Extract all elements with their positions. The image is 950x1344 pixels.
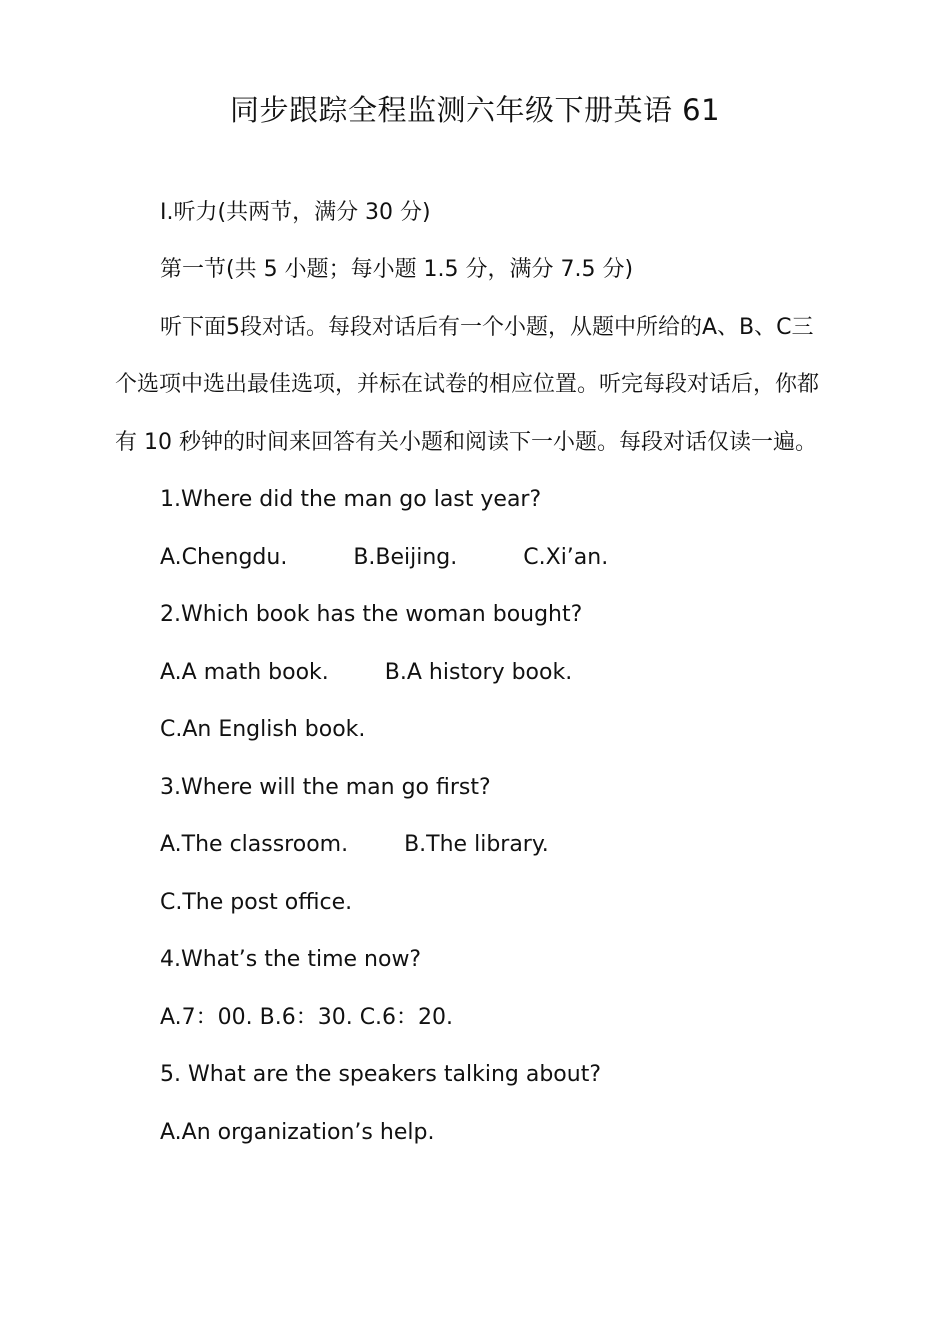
question-4: 4.What’s the time now? bbox=[160, 947, 422, 972]
instructions-line-2: 个选项中选出最佳选项，并标在试卷的相应位置。听完每段对话后，你都 bbox=[115, 372, 820, 397]
option-c: C.The post office. bbox=[160, 890, 353, 915]
question-2: 2.Which book has the woman bought? bbox=[160, 602, 583, 627]
question-1: 1.Where did the man go last year? bbox=[160, 487, 542, 512]
part-heading: 第一节(共 5 小题；每小题 1.5 分，满分 7.5 分) bbox=[160, 257, 634, 282]
question-2-options bbox=[160, 656, 572, 690]
document-title: 同步跟踪全程监测六年级下册英语 61 bbox=[229, 93, 721, 127]
question-5: 5. What are the speakers talking about? bbox=[160, 1062, 602, 1087]
instructions-line-1: 听下面5段对话。每段对话后有一个小题，从题中所给的A、B、C三 bbox=[160, 315, 814, 340]
option-b: B.The library. bbox=[404, 832, 549, 857]
option-a: A.The classroom. bbox=[160, 832, 349, 857]
option-c: C.Xi’an. bbox=[523, 545, 609, 570]
option-b: B.A history book. bbox=[384, 660, 573, 685]
question-1-options bbox=[160, 541, 608, 575]
option-c: C.An English book. bbox=[160, 717, 366, 742]
section-heading: Ⅰ.听力(共两节，满分 30 分) bbox=[160, 200, 431, 225]
question-4-options: A.7：00. B.6：30. C.6：20. bbox=[160, 1005, 454, 1030]
option-a: A.A math book. bbox=[160, 660, 329, 685]
option-b: B.Beijing. bbox=[353, 545, 458, 570]
instructions-line-3: 有 10 秒钟的时间来回答有关小题和阅读下一小题。每段对话仅读一遍。 bbox=[115, 430, 817, 455]
question-3: 3.Where will the man go first? bbox=[160, 775, 491, 800]
option-a: A.Chengdu. bbox=[160, 545, 288, 570]
question-3-options bbox=[160, 828, 549, 862]
option-a: A.An organization’s help. bbox=[160, 1120, 435, 1145]
